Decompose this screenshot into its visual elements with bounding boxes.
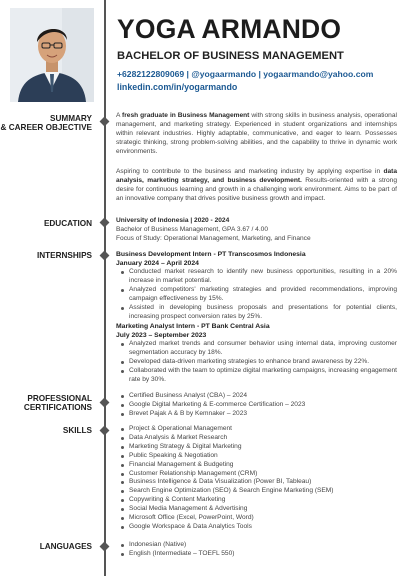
job-bullet: Analyzed market trends and consumer behavior using internal data, improving customer segmentation accuracy by 18%. <box>116 340 397 358</box>
job-bullet: Assisted in developing business proposals and presentations for potential clients, increasing prospect conversion rates by 25%. <box>116 304 397 322</box>
education-block <box>116 217 397 244</box>
skill-item: Marketing Strategy & Digital Marketing <box>116 443 397 452</box>
internships-heading: INTERNSHIPS <box>36 251 92 260</box>
candidate-degree: BACHELOR OF BUSINESS MANAGEMENT <box>117 50 344 62</box>
summary-text: A <box>116 112 123 119</box>
skills-list <box>116 425 397 532</box>
email-link[interactable]: yogaarmando@yahoo.com <box>263 69 374 79</box>
skill-item: Financial Management & Budgeting <box>116 461 397 470</box>
certification-item: Brevet Pajak A & B by Kemnaker – 2023 <box>116 410 397 419</box>
language-item: English (Intermediate – TOEFL 550) <box>116 550 397 559</box>
timeline-diamond-skills <box>100 426 110 436</box>
job-title: Marketing Analyst Intern - PT Bank Central Asia <box>116 322 270 330</box>
education-heading: EDUCATION <box>43 219 92 228</box>
phone-number[interactable]: +6282122809069 <box>117 69 185 79</box>
job-bullet: Collaborated with the team to optimize digital marketing campaigns, increasing engagement rate by 30%. <box>116 367 397 385</box>
profile-photo <box>10 8 94 102</box>
candidate-name: YOGA ARMANDO <box>117 14 342 44</box>
education-degree: Bachelor of Business Management, GPA 3.67 / 4.00 <box>116 225 268 233</box>
summary-heading-line1: SUMMARY <box>50 114 92 123</box>
skill-item: Social Media Management & Advertising <box>116 505 397 514</box>
skill-item: Data Analysis & Market Research <box>116 434 397 443</box>
job-dates: July 2023 – September 2023 <box>116 332 207 340</box>
languages-list <box>116 541 397 559</box>
skill-item: Public Speaking & Negotiation <box>116 452 397 461</box>
education-focus: Focus of Study: Operational Management, Marketing, and Finance <box>116 234 311 242</box>
certifications-heading-line2: CERTIFICATIONS <box>23 403 92 413</box>
summary-highlight: data analysis, marketing strategy, and business development. <box>116 168 397 184</box>
skill-item: Copywriting & Content Marketing <box>116 496 397 505</box>
summary-text: with strong skills in business analysis, operational management, and marketing strategy. Experienced in student organizations and internships within relevant industries. Highly adaptable, communicative, and eager to learn. Possesses strategic thinking, strong problem-solving abilities, and the capability to thrive in dynamic work environments. <box>116 112 397 155</box>
timeline-line <box>104 0 106 576</box>
timeline-diamond-summary <box>100 117 110 127</box>
job-dates: January 2024 – April 2024 <box>116 260 199 268</box>
contact-line <box>117 69 373 79</box>
summary-highlight: fresh graduate in Business Management <box>122 112 250 119</box>
certifications-heading-line1: PROFESSIONAL <box>27 394 92 403</box>
skill-item: Business Intelligence & Data Visualization (Power BI, Tableau) <box>116 478 397 487</box>
summary-heading <box>1 114 92 133</box>
skills-heading: SKILLS <box>62 426 92 435</box>
internships-block <box>116 250 397 385</box>
certification-item: Certified Business Analyst (CBA) – 2024 <box>116 392 397 401</box>
job-bullet: Conducted market research to identify new business opportunities, resulting in a 20% increase in market potential. <box>116 268 397 286</box>
timeline-diamond-certifications <box>100 398 110 408</box>
skill-item: Search Engine Optimization (SEO) & Search Engine Marketing (SEM) <box>116 487 397 496</box>
summary-text: Aspiring to contribute to the business and marketing industry by applying expertise in <box>116 168 384 175</box>
skill-item: Google Workspace & Data Analytics Tools <box>116 523 397 532</box>
skill-item: Project & Operational Management <box>116 425 397 434</box>
job-bullet: Analyzed competitors' marketing strategies and provided recommendations, improving campaign effectiveness by 15%. <box>116 286 397 304</box>
certifications-list <box>116 392 397 419</box>
certifications-heading <box>24 394 92 413</box>
timeline-diamond-internships <box>100 251 110 261</box>
skill-item: Microsoft Office (Excel, PowerPoint, Word) <box>116 514 397 523</box>
job-bullets <box>116 268 397 321</box>
contact-separator: | <box>184 69 192 79</box>
job-bullets <box>116 340 397 385</box>
language-item: Indonesian (Native) <box>116 541 397 550</box>
instagram-handle[interactable]: @yogaarmando <box>191 69 257 79</box>
summary-heading-line2: & CAREER OBJECTIVE <box>0 123 92 133</box>
timeline-diamond-languages <box>100 542 110 552</box>
contact-separator: | <box>256 69 264 79</box>
linkedin-link[interactable]: linkedin.com/in/yogarmando <box>117 82 238 92</box>
summary-text: Results-oriented with a strong desire for continuous learning and growth in a challenging work environment. Aims to be part of an innovative company that drives positive business growth and impact. <box>116 176 397 202</box>
certification-item: Google Digital Marketing & E-commerce Certification – 2023 <box>116 401 397 410</box>
job-title: Business Development Intern - PT Transcosmos Indonesia <box>116 251 306 258</box>
languages-heading: LANGUAGES <box>39 542 92 551</box>
education-institution: University of Indonesia | 2020 - 2024 <box>116 217 230 224</box>
timeline-diamond-education <box>100 218 110 228</box>
skill-item: Customer Relationship Management (CRM) <box>116 470 397 479</box>
summary-paragraph-1 <box>116 112 397 157</box>
job-bullet: Developed data-driven marketing strategies to enhance brand awareness by 22%. <box>116 358 397 367</box>
summary-paragraph-2 <box>116 168 397 204</box>
